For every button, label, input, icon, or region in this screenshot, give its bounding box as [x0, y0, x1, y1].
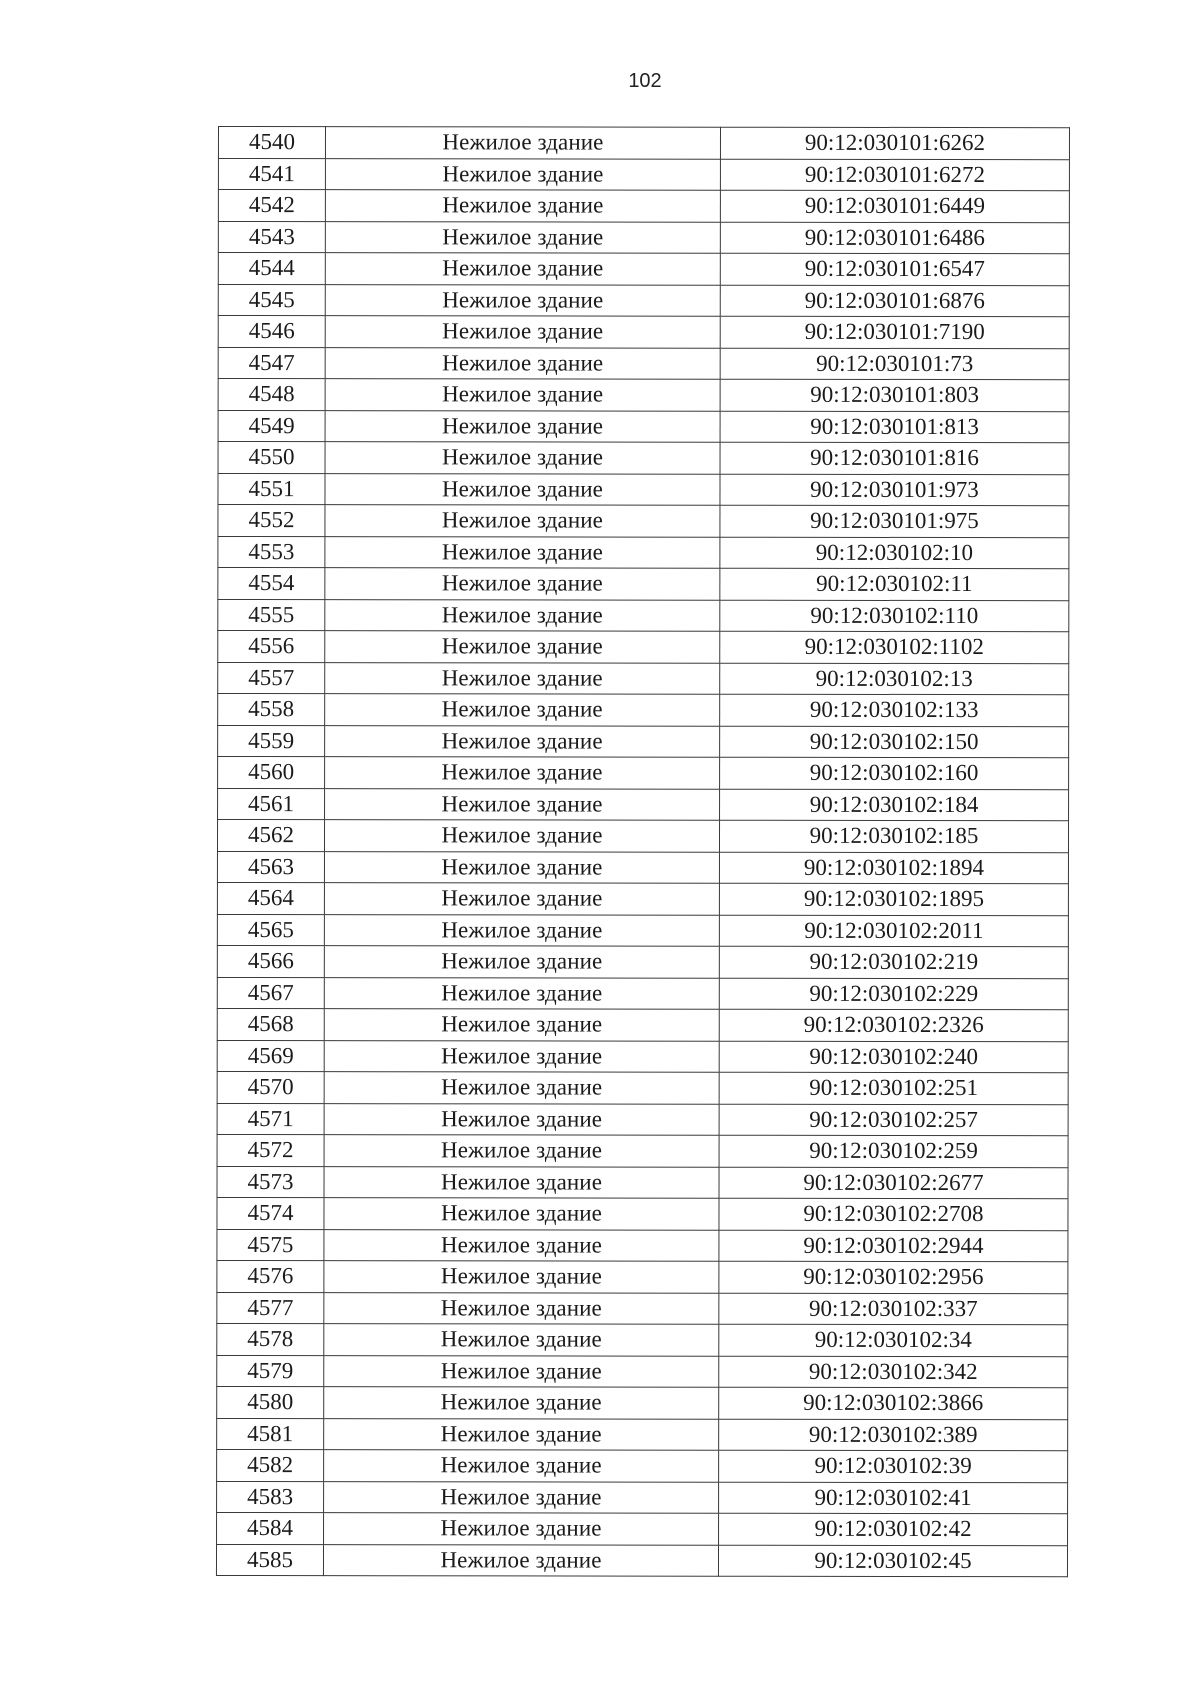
table-row [217, 1071, 1068, 1104]
object-type-cell: Нежилое здание [325, 725, 720, 757]
row-number-cell: 4557 [218, 662, 325, 694]
property-table [216, 126, 1070, 1577]
object-type-cell: Нежилое здание [325, 599, 720, 631]
object-type-cell: Нежилое здание [324, 1198, 719, 1230]
object-type-cell: Нежилое здание [324, 1009, 719, 1041]
cadastral-number-cell: 90:12:030102:3866 [719, 1387, 1068, 1419]
object-type-cell: Нежилое здание [324, 1229, 719, 1261]
row-number-cell: 4556 [218, 631, 325, 663]
cadastral-number-cell: 90:12:030102:2326 [719, 1009, 1068, 1041]
object-type-cell: Нежилое здание [324, 1072, 719, 1104]
table-row [216, 1544, 1067, 1577]
row-number-cell: 4549 [218, 410, 325, 442]
table-row [217, 1323, 1068, 1356]
object-type-cell: Нежилое здание [324, 1418, 719, 1450]
cadastral-number-cell: 90:12:030102:342 [719, 1356, 1068, 1388]
row-number-cell: 4576 [217, 1260, 324, 1292]
row-number-cell: 4583 [217, 1481, 324, 1513]
cadastral-number-cell: 90:12:030102:259 [719, 1135, 1068, 1167]
object-type-cell: Нежилое здание [324, 820, 719, 852]
cadastral-number-cell: 90:12:030102:34 [719, 1324, 1068, 1356]
cadastral-number-cell: 90:12:030102:160 [720, 757, 1069, 789]
table-row [218, 410, 1069, 443]
page-number: 102 [628, 70, 662, 92]
object-type-cell: Нежилое здание [324, 977, 719, 1009]
table-row [218, 788, 1069, 821]
table-row [218, 127, 1069, 160]
table-row [218, 694, 1069, 727]
object-type-cell: Нежилое здание [325, 505, 720, 537]
row-number-cell: 4567 [217, 977, 324, 1009]
row-number-cell: 4542 [218, 190, 325, 222]
cadastral-number-cell: 90:12:030102:251 [719, 1072, 1068, 1104]
cadastral-number-cell: 90:12:030102:150 [720, 726, 1069, 758]
object-type-cell: Нежилое здание [324, 1103, 719, 1135]
row-number-cell: 4564 [217, 882, 324, 914]
table-row [217, 1386, 1068, 1419]
cadastral-number-cell: 90:12:030101:813 [720, 411, 1069, 443]
cadastral-number-cell: 90:12:030102:110 [720, 600, 1069, 632]
object-type-cell: Нежилое здание [324, 1513, 719, 1545]
cadastral-number-cell: 90:12:030102:2677 [719, 1167, 1068, 1199]
table-row [218, 316, 1069, 349]
table-row [217, 1197, 1068, 1230]
row-number-cell: 4572 [217, 1134, 324, 1166]
table-row [218, 253, 1069, 286]
table-row [217, 1008, 1068, 1041]
row-number-cell: 4550 [218, 442, 325, 474]
cadastral-number-cell: 90:12:030102:10 [720, 537, 1069, 569]
object-type-cell: Нежилое здание [324, 1450, 719, 1482]
object-type-cell: Нежилое здание [324, 1135, 719, 1167]
row-number-cell: 4578 [217, 1323, 324, 1355]
row-number-cell: 4579 [217, 1355, 324, 1387]
row-number-cell: 4565 [217, 914, 324, 946]
row-number-cell: 4553 [218, 536, 325, 568]
object-type-cell: Нежилое здание [324, 1387, 719, 1419]
cadastral-number-cell: 90:12:030102:13 [720, 663, 1069, 695]
object-type-cell: Нежилое здание [325, 410, 720, 442]
cadastral-number-cell: 90:12:030102:2011 [719, 915, 1068, 947]
object-type-cell: Нежилое здание [324, 851, 719, 883]
table-row [218, 379, 1069, 412]
row-number-cell: 4577 [217, 1292, 324, 1324]
table-row [217, 945, 1068, 978]
row-number-cell: 4582 [217, 1449, 324, 1481]
table-row [218, 190, 1069, 223]
table-row [218, 599, 1069, 632]
row-number-cell: 4573 [217, 1166, 324, 1198]
table-row [218, 505, 1069, 538]
row-number-cell: 4540 [218, 127, 325, 159]
cadastral-number-cell: 90:12:030102:39 [719, 1450, 1068, 1482]
row-number-cell: 4560 [218, 757, 325, 789]
object-type-cell: Нежилое здание [325, 316, 720, 348]
cadastral-number-cell: 90:12:030101:6547 [720, 253, 1069, 285]
object-type-cell: Нежилое здание [324, 883, 719, 915]
cadastral-number-cell: 90:12:030101:6272 [720, 159, 1069, 191]
object-type-cell: Нежилое здание [324, 1355, 719, 1387]
cadastral-number-cell: 90:12:030102:184 [720, 789, 1069, 821]
table-row [217, 977, 1068, 1010]
object-type-cell: Нежилое здание [325, 536, 720, 568]
object-type-cell: Нежилое здание [325, 473, 720, 505]
object-type-cell: Нежилое здание [325, 379, 720, 411]
object-type-cell: Нежилое здание [325, 442, 720, 474]
cadastral-number-cell: 90:12:030102:337 [719, 1293, 1068, 1325]
row-number-cell: 4584 [217, 1512, 324, 1544]
table-row [217, 1166, 1068, 1199]
row-number-cell: 4548 [218, 379, 325, 411]
cadastral-number-cell: 90:12:030101:7190 [720, 316, 1069, 348]
object-type-cell: Нежилое здание [325, 284, 720, 316]
table-row [217, 1292, 1068, 1325]
row-number-cell: 4555 [218, 599, 325, 631]
row-number-cell: 4545 [218, 284, 325, 316]
table-row [217, 1418, 1068, 1451]
row-number-cell: 4571 [217, 1103, 324, 1135]
row-number-cell: 4541 [218, 158, 325, 190]
cadastral-number-cell: 90:12:030101:803 [720, 379, 1069, 411]
table-row [217, 1103, 1068, 1136]
object-type-cell: Нежилое здание [324, 914, 719, 946]
table-row [218, 284, 1069, 317]
row-number-cell: 4575 [217, 1229, 324, 1261]
row-number-cell: 4547 [218, 347, 325, 379]
cadastral-number-cell: 90:12:030101:975 [720, 505, 1069, 537]
object-type-cell: Нежилое здание [325, 631, 720, 663]
table-row [217, 1481, 1068, 1514]
cadastral-number-cell: 90:12:030101:6876 [720, 285, 1069, 317]
cadastral-number-cell: 90:12:030102:257 [719, 1104, 1068, 1136]
row-number-cell: 4581 [217, 1418, 324, 1450]
object-type-cell: Нежилое здание [324, 1040, 719, 1072]
table-row [217, 1260, 1068, 1293]
table-row [218, 631, 1069, 664]
cadastral-number-cell: 90:12:030102:229 [719, 978, 1068, 1010]
cadastral-number-cell: 90:12:030102:1894 [719, 852, 1068, 884]
object-type-cell: Нежилое здание [324, 1324, 719, 1356]
row-number-cell: 4569 [217, 1040, 324, 1072]
object-type-cell: Нежилое здание [325, 190, 720, 222]
object-type-cell: Нежилое здание [324, 1261, 719, 1293]
table-row [217, 820, 1068, 853]
cadastral-number-cell: 90:12:030102:11 [720, 568, 1069, 600]
cadastral-number-cell: 90:12:030102:41 [719, 1482, 1068, 1514]
row-number-cell: 4546 [218, 316, 325, 348]
row-number-cell: 4552 [218, 505, 325, 537]
table-row [217, 882, 1068, 915]
object-type-cell: Нежилое здание [325, 253, 720, 285]
cadastral-number-cell: 90:12:030102:389 [719, 1419, 1068, 1451]
row-number-cell: 4570 [217, 1071, 324, 1103]
cadastral-number-cell: 90:12:030101:6449 [720, 190, 1069, 222]
row-number-cell: 4568 [217, 1008, 324, 1040]
cadastral-number-cell: 90:12:030102:45 [718, 1545, 1067, 1577]
row-number-cell: 4561 [218, 788, 325, 820]
object-type-cell: Нежилое здание [325, 221, 720, 253]
cadastral-number-cell: 90:12:030102:1102 [720, 631, 1069, 663]
cadastral-number-cell: 90:12:030102:1895 [719, 883, 1068, 915]
row-number-cell: 4559 [218, 725, 325, 757]
object-type-cell: Нежилое здание [325, 788, 720, 820]
row-number-cell: 4566 [217, 945, 324, 977]
object-type-cell: Нежилое здание [324, 1166, 719, 1198]
cadastral-number-cell: 90:12:030102:219 [719, 946, 1068, 978]
cadastral-number-cell: 90:12:030101:816 [720, 442, 1069, 474]
table-row [217, 851, 1068, 884]
cadastral-number-cell: 90:12:030102:133 [720, 694, 1069, 726]
table-row [217, 914, 1068, 947]
table-row [217, 1449, 1068, 1482]
object-type-cell: Нежилое здание [325, 158, 720, 190]
object-type-cell: Нежилое здание [324, 946, 719, 978]
table-row [218, 158, 1069, 191]
cadastral-number-cell: 90:12:030101:973 [720, 474, 1069, 506]
table-row [218, 442, 1069, 475]
table-row [217, 1040, 1068, 1073]
row-number-cell: 4563 [217, 851, 324, 883]
object-type-cell: Нежилое здание [324, 1292, 719, 1324]
row-number-cell: 4554 [218, 568, 325, 600]
row-number-cell: 4543 [218, 221, 325, 253]
table-row [217, 1512, 1068, 1545]
row-number-cell: 4551 [218, 473, 325, 505]
row-number-cell: 4562 [217, 820, 324, 852]
property-table-body [216, 127, 1069, 1577]
object-type-cell: Нежилое здание [325, 757, 720, 789]
table-row [217, 1134, 1068, 1167]
cadastral-number-cell: 90:12:030102:42 [719, 1513, 1068, 1545]
object-type-cell: Нежилое здание [324, 1481, 719, 1513]
cadastral-number-cell: 90:12:030101:6486 [720, 222, 1069, 254]
cadastral-number-cell: 90:12:030101:6262 [720, 127, 1069, 159]
object-type-cell: Нежилое здание [325, 694, 720, 726]
object-type-cell: Нежилое здание [323, 1544, 718, 1576]
table-row [218, 473, 1069, 506]
table-row [218, 568, 1069, 601]
row-number-cell: 4574 [217, 1197, 324, 1229]
table-row [218, 221, 1069, 254]
row-number-cell: 4544 [218, 253, 325, 285]
object-type-cell: Нежилое здание [325, 662, 720, 694]
cadastral-number-cell: 90:12:030102:2956 [719, 1261, 1068, 1293]
table-row [218, 725, 1069, 758]
cadastral-number-cell: 90:12:030102:240 [719, 1041, 1068, 1073]
row-number-cell: 4580 [217, 1386, 324, 1418]
row-number-cell: 4558 [218, 694, 325, 726]
object-type-cell: Нежилое здание [325, 568, 720, 600]
table-row [217, 1355, 1068, 1388]
object-type-cell: Нежилое здание [325, 347, 720, 379]
table-row [217, 1229, 1068, 1262]
table-row [218, 347, 1069, 380]
cadastral-number-cell: 90:12:030102:2944 [719, 1230, 1068, 1262]
table-row [218, 536, 1069, 569]
cadastral-number-cell: 90:12:030102:185 [719, 820, 1068, 852]
cadastral-number-cell: 90:12:030102:2708 [719, 1198, 1068, 1230]
cadastral-number-cell: 90:12:030101:73 [720, 348, 1069, 380]
table-row [218, 662, 1069, 695]
table-row [218, 757, 1069, 790]
row-number-cell: 4585 [216, 1544, 323, 1576]
object-type-cell: Нежилое здание [325, 127, 720, 159]
